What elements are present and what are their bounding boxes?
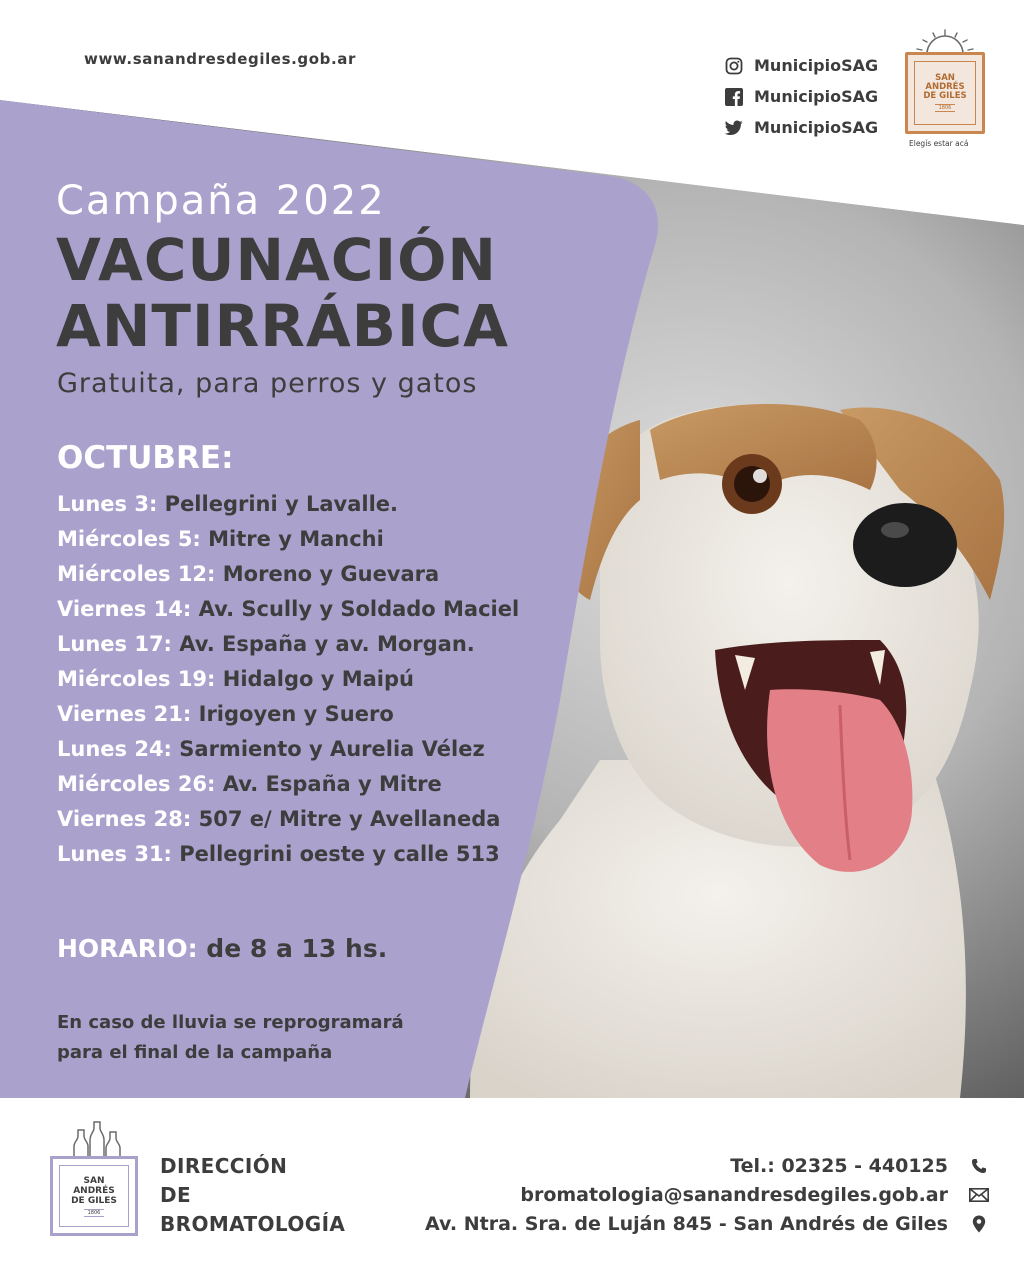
contact-phone[interactable] xyxy=(425,1151,990,1180)
phone-text: Tel.: 02325 - 440125 xyxy=(730,1154,948,1177)
logo-frame xyxy=(905,52,985,134)
twitter-icon xyxy=(724,118,744,138)
list-item xyxy=(57,594,520,629)
rain-note-line-1: En caso de lluvia se reprogramará xyxy=(57,1012,404,1033)
contact-email[interactable] xyxy=(425,1180,990,1209)
hours-info xyxy=(57,934,387,963)
twitter-handle: MunicipioSAG xyxy=(754,118,879,137)
department-line-1: DIRECCIÓN xyxy=(160,1154,288,1178)
schedule-day: Miércoles 12: xyxy=(57,562,216,586)
list-item xyxy=(57,524,517,559)
phone-icon xyxy=(968,1156,990,1176)
list-item xyxy=(57,664,517,699)
department-name xyxy=(160,1152,345,1239)
logo-slogan: Elegís estar acá xyxy=(909,139,969,148)
schedule-list xyxy=(57,489,520,874)
title-line-2: ANTIRRÁBICA xyxy=(56,292,510,360)
social-twitter[interactable] xyxy=(724,112,878,143)
schedule-place: 507 e/ Mitre y Avellaneda xyxy=(198,807,501,831)
location-pin-icon xyxy=(968,1214,990,1234)
contact-info xyxy=(425,1151,990,1238)
bromatology-logo xyxy=(50,1120,140,1240)
municipality-logo xyxy=(905,28,987,152)
logo-year: 1806 xyxy=(84,1209,105,1217)
list-item xyxy=(57,804,517,839)
social-facebook[interactable] xyxy=(724,81,878,112)
schedule-place: Sarmiento y Aurelia Vélez xyxy=(179,737,485,761)
address-text: Av. Ntra. Sra. de Luján 845 - San Andrés de Giles xyxy=(425,1212,948,1235)
schedule-day: Lunes 31: xyxy=(57,842,172,866)
logo-name: SAN ANDRÉS DE GILES xyxy=(923,73,967,101)
list-item xyxy=(57,769,517,804)
schedule-place: Moreno y Guevara xyxy=(222,562,440,586)
facebook-handle: MunicipioSAG xyxy=(754,87,879,106)
rain-note-line-2: para el final de la campaña xyxy=(57,1042,333,1063)
schedule-place: Av. España y Mitre xyxy=(222,772,442,796)
footer xyxy=(0,1098,1024,1280)
social-instagram[interactable] xyxy=(724,50,878,81)
hours-value: de 8 a 13 hs. xyxy=(206,934,388,963)
schedule-place: Av. Scully y Soldado Maciel xyxy=(198,597,520,621)
department-line-3: BROMATOLOGÍA xyxy=(160,1212,346,1236)
website-url[interactable]: www.sanandresdegiles.gob.ar xyxy=(84,50,357,68)
department-line-2: DE xyxy=(160,1183,192,1207)
schedule-day: Lunes 24: xyxy=(57,737,172,761)
facebook-icon xyxy=(724,87,744,107)
logo-year: 1806 xyxy=(935,104,956,112)
schedule-day: Miércoles 5: xyxy=(57,527,201,551)
hours-label: HORARIO: xyxy=(57,934,198,963)
schedule-day: Viernes 21: xyxy=(57,702,192,726)
email-text: bromatologia@sanandresdegiles.gob.ar xyxy=(520,1183,948,1206)
schedule-place: Hidalgo y Maipú xyxy=(222,667,414,691)
schedule-place: Pellegrini y Lavalle. xyxy=(164,492,399,516)
list-item xyxy=(57,559,517,594)
list-item xyxy=(57,699,517,734)
schedule-place: Irigoyen y Suero xyxy=(198,702,394,726)
schedule-place: Av. España y av. Morgan. xyxy=(179,632,475,656)
schedule-place: Pellegrini oeste y calle 513 xyxy=(179,842,500,866)
social-links xyxy=(724,50,878,143)
schedule-day: Lunes 3: xyxy=(57,492,158,516)
subtitle: Gratuita, para perros y gatos xyxy=(57,368,478,399)
schedule-day: Viernes 28: xyxy=(57,807,192,831)
instagram-icon xyxy=(724,56,744,76)
rain-note xyxy=(57,1008,457,1068)
logo-frame xyxy=(50,1156,138,1236)
list-item xyxy=(57,839,517,874)
mail-icon xyxy=(968,1185,990,1205)
schedule-day: Lunes 17: xyxy=(57,632,172,656)
lab-bottles-icon xyxy=(60,1120,130,1160)
title-line-1: VACUNACIÓN xyxy=(56,226,497,294)
sun-rays-icon xyxy=(905,28,985,54)
logo-name: SAN ANDRÉS DE GILES xyxy=(71,1175,117,1206)
contact-address[interactable] xyxy=(425,1209,990,1238)
schedule-day: Viernes 14: xyxy=(57,597,192,621)
schedule-day: Miércoles 26: xyxy=(57,772,216,796)
list-item xyxy=(57,629,517,664)
list-item xyxy=(57,734,517,769)
list-item xyxy=(57,489,517,524)
schedule-day: Miércoles 19: xyxy=(57,667,216,691)
campaign-label: Campaña 2022 xyxy=(56,178,386,224)
schedule-place: Mitre y Manchi xyxy=(208,527,384,551)
month-heading: OCTUBRE: xyxy=(57,440,234,476)
instagram-handle: MunicipioSAG xyxy=(754,56,879,75)
